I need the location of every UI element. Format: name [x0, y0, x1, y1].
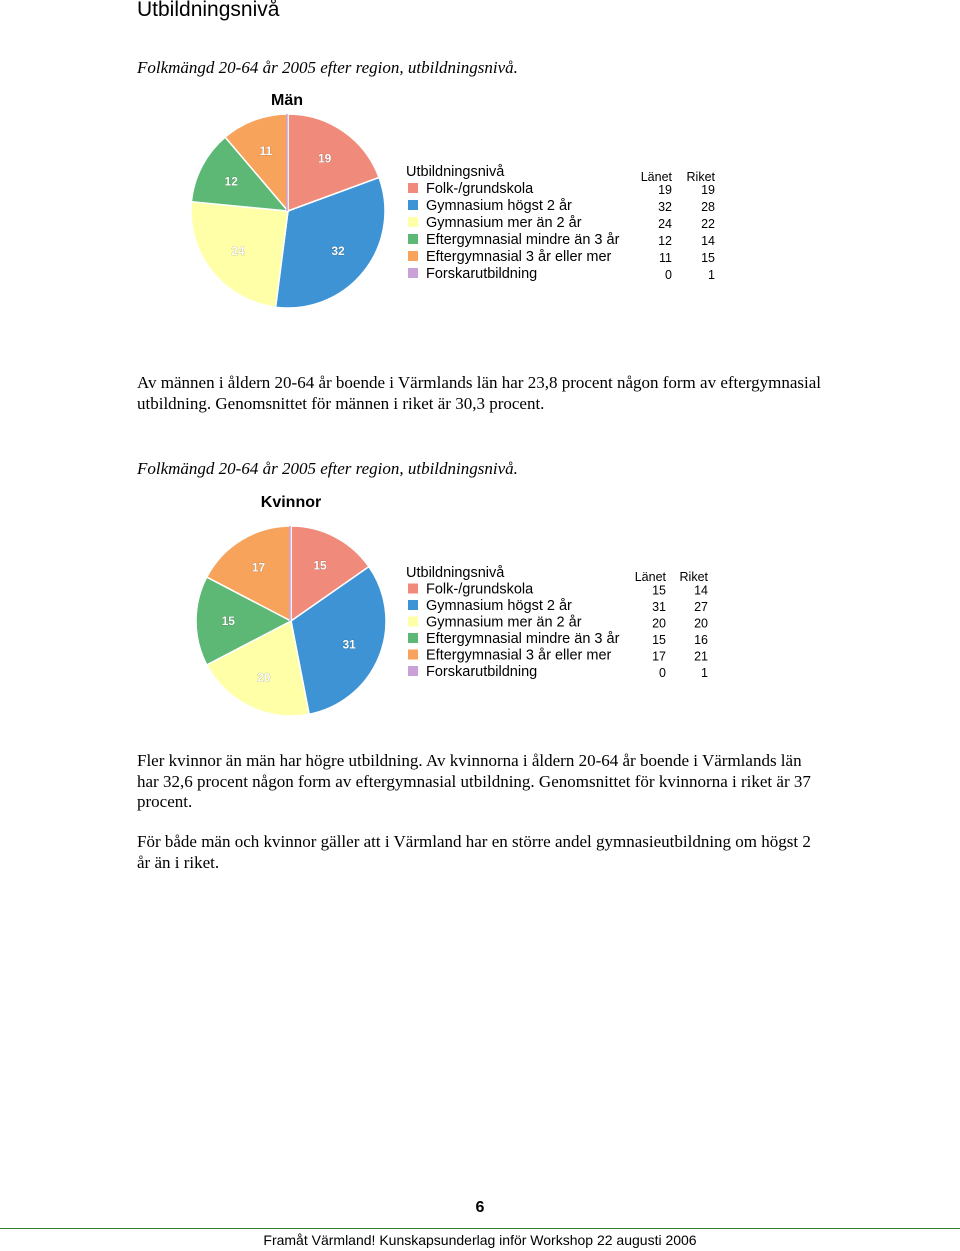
chart-women — [0, 487, 960, 727]
legend-label: Gymnasium högst 2 år — [426, 598, 572, 614]
legend-value: 1 — [701, 666, 708, 680]
legend-value: 31 — [652, 600, 666, 614]
legend-column-header: Riket — [679, 570, 708, 584]
legend-swatch — [408, 251, 418, 261]
legend-label: Gymnasium mer än 2 år — [426, 215, 582, 231]
legend-value: 19 — [658, 183, 672, 197]
pie-slice-label: 11 — [259, 143, 273, 158]
legend-swatch — [408, 666, 418, 676]
legend-value: 24 — [658, 217, 672, 231]
pie-slice-label: 15 — [221, 614, 235, 628]
pie-slice-label: 12 — [224, 174, 238, 189]
chart-caption-men: Folkmängd 20-64 år 2005 efter region, utbildningsnivå. — [137, 58, 518, 77]
page-number: 6 — [475, 1199, 485, 1216]
legend-swatch — [408, 183, 418, 193]
chart-title: Män — [271, 92, 303, 109]
footer-divider — [0, 1228, 960, 1229]
legend-swatch — [408, 633, 418, 643]
paragraph-both: För både män och kvinnor gäller att i Värmland har en större andel gymnasieutbildning om högst 2 år än i riket. — [137, 832, 811, 872]
legend-value: 19 — [701, 183, 715, 197]
paragraph-men: Av männen i åldern 20-64 år boende i Värmlands län har 23,8 procent någon form av eftergymnasial utbildning. Genomsnittet för männen i riket är 30,3 procent. — [137, 373, 822, 413]
legend-label: Eftergymnasial mindre än 3 år — [426, 631, 620, 647]
legend-swatch — [408, 200, 418, 210]
legend-label: Gymnasium högst 2 år — [426, 198, 572, 214]
legend-label: Folk-/grundskola — [426, 581, 534, 598]
pie-slice-label: 32 — [331, 243, 345, 258]
legend-value: 14 — [694, 583, 708, 598]
legend-title: Utbildningsnivå — [406, 164, 505, 180]
pie-slice-label: 20 — [257, 670, 271, 685]
legend-swatch — [408, 600, 418, 610]
chart-men — [0, 84, 960, 334]
legend-label: Eftergymnasial mindre än 3 år — [426, 232, 620, 248]
pie-slice-label: 31 — [342, 637, 356, 652]
pie-slice-label: 19 — [317, 151, 332, 166]
legend-value: 15 — [652, 633, 666, 647]
legend-value: 16 — [694, 633, 708, 647]
legend-value: 17 — [652, 649, 666, 664]
chart-caption-women: Folkmängd 20-64 år 2005 efter region, utbildningsnivå. — [137, 459, 518, 478]
pie-slice-label: 17 — [251, 560, 266, 575]
legend-swatch — [408, 617, 418, 627]
legend-value: 15 — [701, 251, 715, 265]
legend-swatch — [408, 584, 418, 594]
pie-slice-label: 24 — [231, 243, 245, 258]
legend-swatch — [408, 650, 418, 660]
legend-value: 32 — [658, 200, 672, 214]
legend-label: Folk-/grundskola — [426, 181, 534, 197]
legend-value: 28 — [701, 200, 715, 214]
legend-value: 0 — [665, 268, 672, 282]
paragraph-women: Fler kvinnor än män har högre utbildning. Av kvinnorna i åldern 20-64 år boende i Värmlands län har 32,6 procent någon form av eftergymnasial utbildning. Genomsnittet för kvinnorna i riket är 37 procent. — [137, 751, 811, 811]
legend-swatch — [408, 268, 418, 278]
legend-value: 20 — [694, 616, 708, 631]
legend-swatch — [408, 234, 418, 244]
legend-value: 14 — [701, 234, 715, 248]
legend-value: 0 — [659, 666, 666, 680]
legend-swatch — [408, 217, 418, 227]
legend-column-header: Riket — [686, 170, 715, 184]
legend-value: 12 — [658, 234, 672, 248]
legend-value: 15 — [652, 583, 666, 598]
page-heading: Utbildningsnivå — [137, 0, 280, 21]
chart-women-svg — [0, 487, 960, 727]
page-footer: Framåt Värmland! Kunskapsunderlag inför Workshop 22 augusti 2006 — [263, 1232, 697, 1248]
legend-value: 22 — [701, 217, 715, 231]
pie-slice-label: 15 — [313, 558, 327, 573]
chart-men-svg — [0, 84, 960, 334]
legend-label: Forskarutbildning — [426, 266, 538, 282]
legend-column-header: Länet — [634, 570, 666, 584]
legend-label: Eftergymnasial 3 år eller mer — [426, 249, 612, 265]
legend-value: 1 — [708, 268, 715, 282]
chart-title: Kvinnor — [260, 494, 322, 511]
legend-label: Eftergymnasial 3 år eller mer — [426, 647, 612, 664]
legend-value: 20 — [652, 616, 666, 631]
legend-title: Utbildningsnivå — [406, 565, 505, 581]
legend-label: Forskarutbildning — [426, 664, 538, 680]
legend-label: Gymnasium mer än 2 år — [426, 614, 582, 631]
legend-value: 11 — [659, 251, 672, 265]
legend-column-header: Länet — [640, 170, 672, 184]
legend-value: 27 — [694, 600, 708, 614]
legend-value: 21 — [694, 649, 708, 664]
